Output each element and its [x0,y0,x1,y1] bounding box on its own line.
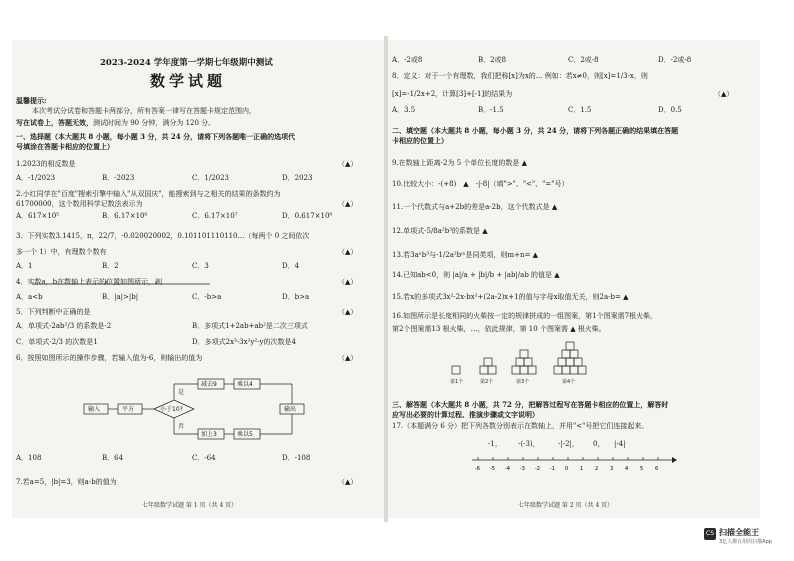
axis-tick-label: 1 [580,466,584,472]
section-1-line-2: 号填涂在答题卡相应的位置上） [16,142,114,151]
q2-stem-2: 61700000，这个数用科学记数法表示为 [16,200,143,208]
flow-output-label: 输出 [284,406,297,413]
camscanner-logo-icon: CS [704,528,716,540]
flow-square-label: 平方 [122,406,135,413]
q16-stem-1: 16.如图所示是长度相同的火柴按一定的规律拼成的一组图案，第1个图案需7根火柴， [392,312,658,320]
q1-option-a: A．-1/2023 [16,174,56,182]
q6-option-b: B．64 [102,454,124,462]
page-2-footer: 七年级数学试题 第 2 页（共 4 页） [518,502,614,509]
q7-option-c: C．2或-8 [568,56,599,64]
q16-stem-2: 第2个图案需13 根火柴，…，依此规律，第 10 个图案需 ▲ 根火柴。 [392,324,606,333]
axis-tick-label: -5 [490,466,495,472]
flow-times5-label: 乘以5 [237,431,253,438]
axis-tick-label: 0 [565,466,569,472]
flow-input-label: 输入 [88,406,101,413]
q7-option-d: D．-2或-8 [658,56,692,64]
q17-number-2: -(-3)， [518,440,540,448]
q17-number-3: -|-2|， [558,440,579,448]
axis-tick-label: -6 [475,466,480,472]
exam-title: 2023-2024 学年度第一学期七年级期中测试 [100,58,273,68]
axis-tick-label: -3 [520,466,525,472]
axis-tick-label: 4 [625,466,629,472]
q4-option-a: A．a<b [16,293,43,301]
section-2-line-2: 卡相应的位置上） [392,136,448,145]
q4-option-c: C．-b>a [192,293,222,301]
fig-label-4: 第4个 [562,379,576,385]
q7-option-a: A．-2或8 [392,56,423,64]
q5-option-b: B．多项式1+2ab+ab²是二次三项式 [192,322,308,330]
q3-stem-2: 多一个 1）中，有理数个数有 [16,248,107,256]
q2-stem-1: 2.小红同学在"百度"搜索引擎中输入"从双国庆"，能搜索到与之相关的结果的条数约为 [16,190,281,198]
notice-line-2: 写在试卷上，答题无效，测试时间为 90 分钟，满分为 120 分。 [16,118,216,127]
flow-yes-label: 是 [178,389,185,396]
section-2-line-1: 二、填空题（本大题共 8 小题，每小题 3 分，共 24 分，请将下列各题正确的结果填在答题 [392,126,679,135]
q3-option-a: A．1 [16,262,33,270]
q1-stem: 1.2023的相反数是 [16,160,76,168]
q5-stem: 5．下列判断中正确的是 [16,308,91,316]
q8-option-a: A．3.5 [392,106,416,114]
q17-stem: 17.（本题满分 6 分）把下列各数分别表示在数轴上，并用"<"号把它们连接起来。 [392,422,649,430]
subject-title: 数学试题 [150,72,227,90]
q16-matchstick-figure [450,336,600,386]
notice-label: 温馨提示: [16,96,47,105]
q1-answer-slot: （▲） [338,160,358,168]
axis-tick-label: 6 [655,466,659,472]
section-1-line-1: 一、选择题（本大题共 8 小题，每小题 3 分，共 24 分，请将下列各题唯一正确的选项代 [16,132,296,141]
q7-answer-slot: （▲） [338,478,358,486]
q2-option-b: B．6.17×10⁶ [102,212,148,220]
q1-option-c: C．1/2023 [192,174,229,182]
q8-stem-1: 8．定义：对于一个有理数，我们把称[x]为x的... 例如：若x≠0，则[x]=1/3-x，则 [392,72,648,80]
scanner-app-name: 扫描全能王 [719,528,759,537]
q1-option-b: B．-2023 [102,174,135,182]
q3-stem-1: 3．下列实数3.1415，π，22/7，-0.020020002，0.101101110110…（每两个 0 之间依次 [16,232,310,240]
q5-option-d: D．多项式2x³-3x²y²-y的次数是4 [192,338,296,346]
section-3-line-2: 应写出必要的计算过程、推演步骤或文字说明） [392,410,539,419]
scanner-slogan: 3亿人都在用的扫描App [719,539,772,545]
q5-answer-slot: （▲） [338,308,358,316]
q2-option-c: C．6.17×10⁷ [192,212,238,220]
q8-option-c: C．1.5 [568,106,592,114]
axis-tick-label: 5 [640,466,644,472]
flow-plus3-label: 加上3 [201,431,217,438]
axis-tick-label: 3 [610,466,614,472]
q13-stem: 13.若3aⁿb³与-1/2a²bᵐ是同类项，则m+n= ▲ [392,250,538,259]
section-3-line-1: 三、解答题（本大题共 8 小题，共 72 分，把解答过程写在答题卡相应的位置上，解答时 [392,400,669,409]
q2-option-a: A．617×10⁵ [16,212,59,220]
fig-label-1: 第1个 [450,379,464,385]
axis-tick-label: 2 [595,466,599,472]
fig-label-3: 第3个 [516,379,530,385]
q7-stem: 7.若a=5，|b|=3，则a-b的值为 [16,478,117,486]
flow-minus9-label: 减去9 [201,381,217,388]
q2-answer-slot: （▲） [338,200,358,208]
exam-page-1 [12,40,384,518]
q8-option-d: D．0.5 [658,106,682,114]
q5-option-c: C．单项式-2/3 的次数是1 [16,338,98,346]
q4-answer-slot: （▲） [338,278,358,286]
q2-option-d: D．0.617×10⁸ [282,212,333,220]
q6-option-a: A．108 [16,454,42,462]
q3-option-d: D．4 [282,262,300,270]
q17-number-1: -1， [488,440,502,448]
q6-flowchart [82,370,334,450]
q17-number-line [468,452,678,476]
q5-option-a: A．单项式-2ab²/3 的系数是-2 [16,322,112,330]
q1-option-d: D．2023 [282,174,313,182]
q3-option-b: B．2 [102,262,119,270]
axis-tick-label: -2 [535,466,540,472]
flow-no-label: 否 [178,423,185,430]
q4-option-d: D．b>a [282,293,310,301]
flow-decision-label: 小于10? [160,406,183,413]
q4-option-b: B．|a|>|b| [102,293,139,301]
q6-answer-slot: （▲） [338,354,358,362]
exam-page-2 [388,40,760,518]
q6-option-d: D．-108 [282,454,311,462]
q11-stem: 11.一个代数式与a+2b的差是a-2b，这个代数式是 ▲ [392,202,558,211]
axis-tick-label: -4 [505,466,510,472]
q15-stem: 15.若x的多项式3x²-2x-bx²+(2a-2)x+1的值与字母x取值无关，则2a-b= ▲ [392,292,629,301]
q8-option-b: B．-1.5 [478,106,504,114]
page-1-footer: 七年级数学试题 第 1 页（共 4 页） [142,502,238,509]
q9-stem: 9.在数轴上距离-2为 5 个单位长度的数是 ▲ [392,158,528,167]
q4-stem: 4．实数a，b在数轴上表示的位置如图所示，则 [16,278,163,286]
q14-stem: 14.已知ab<0，则 |a|/a + |b|/b + |ab|/ab 的值是 ▲ [392,270,560,279]
q17-number-4: 0， [593,440,605,448]
q12-stem: 12.单项式-5/8a²b³的系数是 ▲ [392,226,488,235]
notice-line-1: 本次考试分试卷和答题卡两部分，所有答案一律写在答题卡规定范围内， [32,107,256,115]
axis-tick-label: -1 [550,466,555,472]
q8-stem-2: [x]=-1/2x+2，计算[3]+[-1]的结果为 [392,90,513,98]
q10-stem: 10.比较大小：-(+8) ▲ -|-8|（填">"、"<"、"="号） [392,180,569,188]
q6-stem: 6．按照如图所示的操作步骤，若输入值为-6，则输出的值为 [16,354,203,362]
q17-number-5: |-4| [614,440,626,448]
fig-label-2: 第2个 [480,379,494,385]
q3-answer-slot: （▲） [338,248,358,256]
q4-number-line [26,274,216,290]
q8-answer-slot: （▲） [714,90,734,98]
q6-option-c: C．-64 [192,454,216,462]
flow-times4-label: 乘以4 [237,381,253,388]
q7-option-b: B．2或8 [478,56,507,64]
q3-option-c: C．3 [192,262,209,270]
